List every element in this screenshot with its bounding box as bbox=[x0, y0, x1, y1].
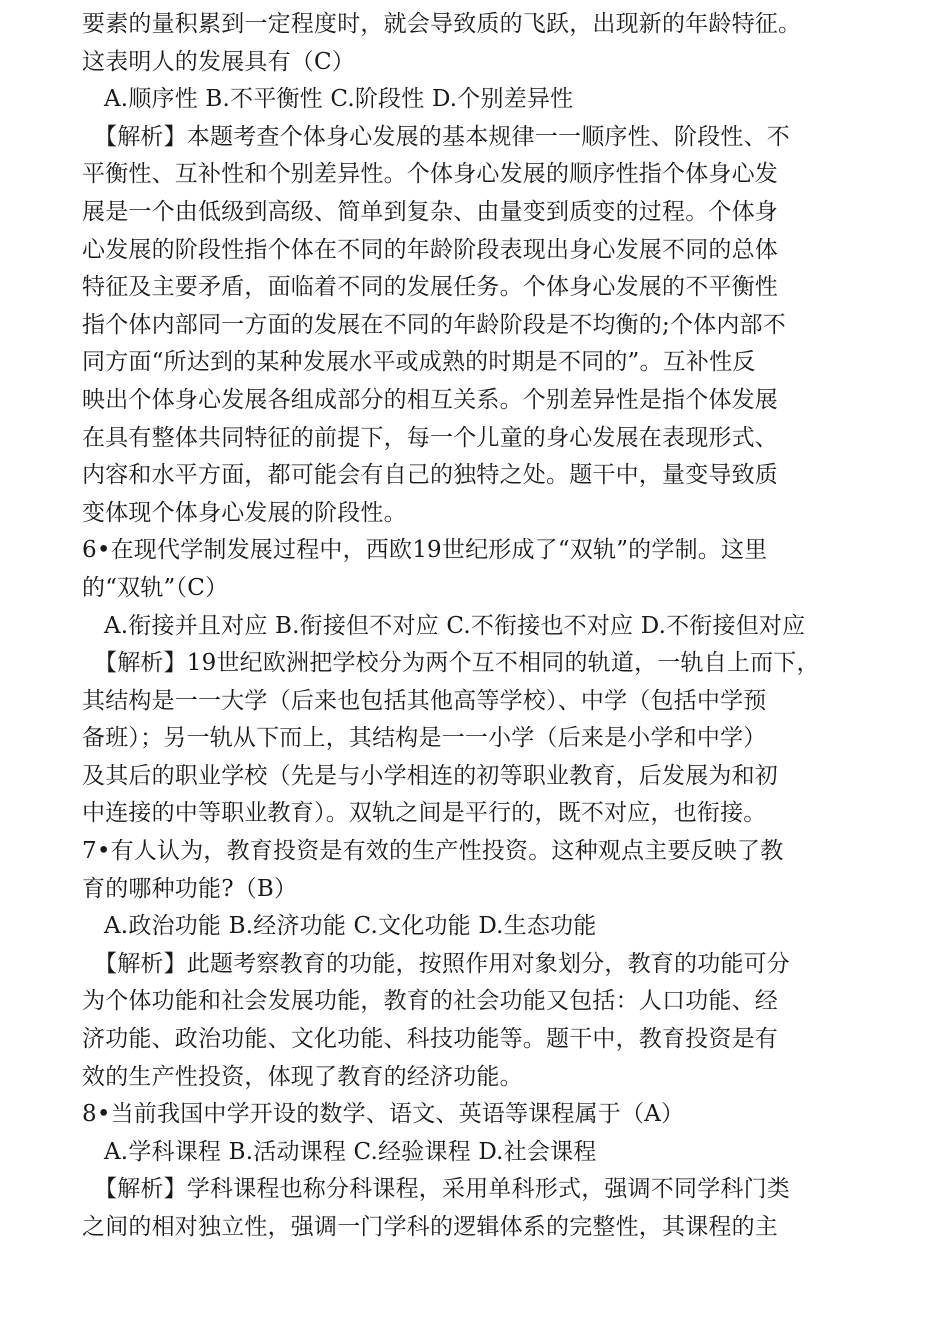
analysis-line: 【解析】本题考查个体身心发展的基本规律一一顺序性、阶段性、不 bbox=[94, 123, 790, 150]
question-block bbox=[82, 532, 882, 833]
question-block bbox=[82, 1096, 882, 1246]
analysis-line: 备班）；另一轨从下而上，其结构是一一小学（后来是小学和中学） bbox=[82, 725, 767, 752]
analysis-line: 中连接的中等职业教育）。双轨之间是平行的，既不对应，也衔接。 bbox=[82, 800, 767, 827]
analysis-line: 【解析】学科课程也称分科课程，采用单科形式，强调不同学科门类 bbox=[94, 1176, 790, 1203]
answer-options: A.政治功能 B.经济功能 C.文化功能 D.生态功能 bbox=[104, 913, 597, 940]
analysis-line: 在具有整体共同特征的前提下，每一个儿童的身心发展在表现形式、 bbox=[82, 424, 778, 451]
analysis-line: 效的生产性投资，体现了教育的经济功能。 bbox=[82, 1063, 523, 1090]
analysis-line: 之间的相对独立性，强调一门学科的逻辑体系的完整性，其课程的主 bbox=[82, 1214, 778, 1240]
question-line: 7•有人认为，教育投资是有效的生产性投资。这种观点主要反映了教 bbox=[82, 838, 784, 865]
analysis-line: 心发展的阶段性指个体在不同的年龄阶段表现出身心发展不同的总体 bbox=[82, 236, 778, 263]
question-line: 要素的量积累到一定程度时，就会导致质的飞跃，出现新的年龄特征。 bbox=[82, 11, 802, 37]
question-line: 的“双轨”（C） bbox=[82, 574, 229, 601]
question-line: 8•当前我国中学开设的数学、语文、英语等课程属于（A） bbox=[82, 1101, 685, 1128]
question-block bbox=[82, 833, 882, 1096]
analysis-line: 其结构是一一大学（后来也包括其他高等学校）、中学（包括中学预 bbox=[82, 687, 767, 714]
analysis-line: 平衡性、互补性和个别差异性。个体身心发展的顺序性指个体身心发 bbox=[82, 161, 778, 188]
answer-options: A.学科课程 B.活动课程 C.经验课程 D.社会课程 bbox=[104, 1138, 597, 1165]
analysis-line: 变体现个体身心发展的阶段性。 bbox=[82, 499, 407, 526]
question-block bbox=[82, 6, 882, 532]
analysis-line: 映出个体身心发展各组成部分的相互关系。个别差异性是指个体发展 bbox=[82, 386, 778, 413]
analysis-line: 济功能、政治功能、文化功能、科技功能等。题干中，教育投资是有 bbox=[82, 1026, 778, 1053]
analysis-line: 【解析】19世纪欧洲把学校分为两个互不相同的轨道，一轨自上而下， bbox=[94, 650, 820, 677]
analysis-line: 展是一个由低级到高级、简单到复杂、由量变到质变的过程。个体身 bbox=[82, 198, 778, 225]
analysis-line: 为个体功能和社会发展功能，教育的社会功能又包括：人口功能、经 bbox=[82, 988, 778, 1015]
answer-options: A.顺序性 B.不平衡性 C.阶段性 D.个别差异性 bbox=[104, 86, 574, 113]
question-line: 6•在现代学制发展过程中，西欧19世纪形成了“双轨”的学制。这里 bbox=[82, 537, 768, 564]
question-line: 育的哪种功能?（B） bbox=[82, 875, 298, 902]
analysis-line: 特征及主要矛盾，面临着不同的发展任务。个体身心发展的不平衡性 bbox=[82, 274, 778, 301]
document-page bbox=[82, 6, 882, 1247]
analysis-line: 指个体内部同一方面的发展在不同的年龄阶段是不均衡的;个体内部不 bbox=[82, 311, 786, 338]
answer-options: A.衔接并且对应 B.衔接但不对应 C.不衔接也不对应 D.不衔接但对应 bbox=[104, 612, 806, 639]
analysis-line: 同方面“所达到的某种发展水平或成熟的时期是不同的”。互补性反 bbox=[82, 349, 756, 376]
analysis-line: 及其后的职业学校（先是与小学相连的初等职业教育，后发展为和初 bbox=[82, 762, 778, 789]
analysis-line: 内容和水平方面，都可能会有自己的独特之处。题干中，量变导致质 bbox=[82, 462, 778, 489]
analysis-line: 【解析】此题考察教育的功能，按照作用对象划分，教育的功能可分 bbox=[94, 950, 790, 977]
question-line: 这表明人的发展具有（C） bbox=[82, 48, 355, 75]
